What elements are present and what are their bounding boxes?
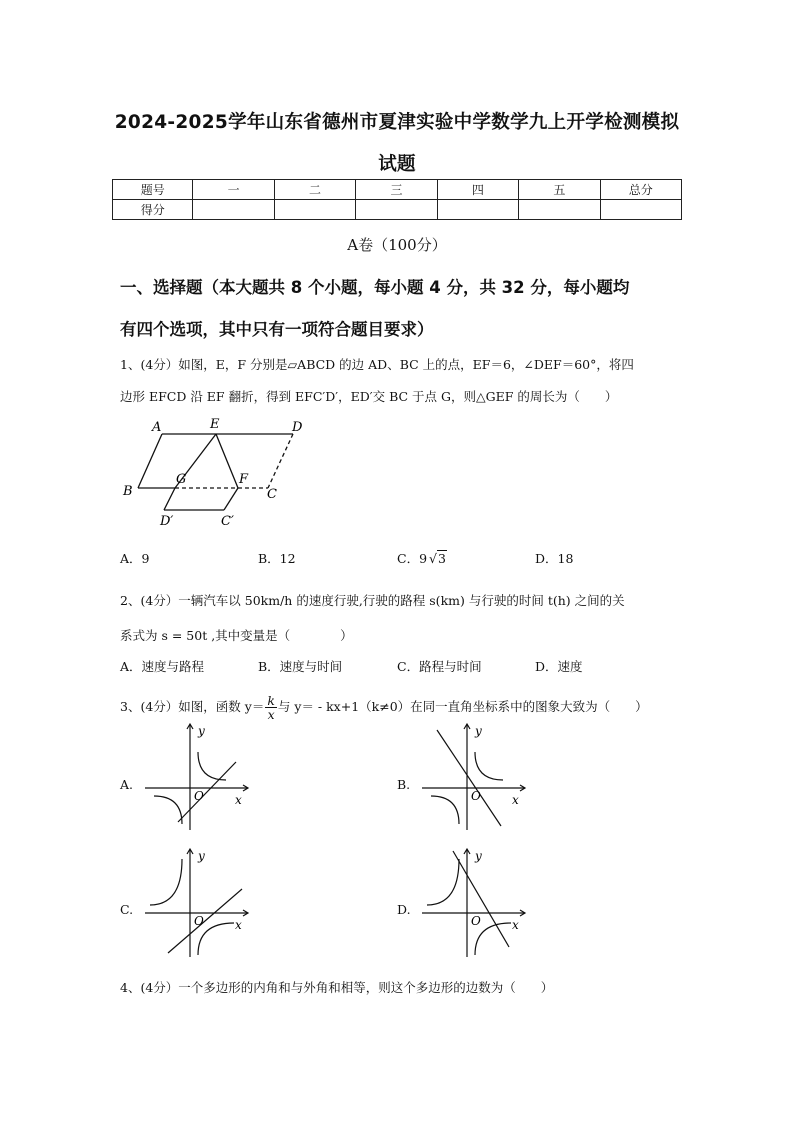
q1-label-f: F bbox=[239, 472, 249, 487]
sqrt-icon: √ bbox=[429, 551, 437, 566]
q3-graph-c-x-label: x bbox=[235, 918, 242, 932]
q2-option-d[interactable]: D．速度 bbox=[535, 659, 583, 674]
q3-option-b-letter[interactable]: B. bbox=[397, 777, 411, 792]
q3-option-c-letter[interactable]: C. bbox=[120, 902, 134, 917]
score-table bbox=[112, 179, 682, 220]
score-header-cell: 二 bbox=[274, 180, 355, 200]
score-cell[interactable] bbox=[437, 200, 518, 220]
q1-option-d[interactable]: D．18 bbox=[535, 551, 574, 566]
score-header-cell: 一 bbox=[193, 180, 274, 200]
q1-label-b: B bbox=[123, 484, 133, 499]
q3-fraction-numerator: k bbox=[267, 693, 275, 708]
q3-text-prefix: 3、(4分）如图，函数 y＝ bbox=[120, 699, 265, 714]
q3-graph-d-x-label: x bbox=[512, 918, 519, 932]
q1-label-d: D bbox=[292, 420, 303, 435]
q1-option-c-label: C．9 bbox=[397, 551, 428, 566]
q3-graph-a-y-label: y bbox=[198, 724, 205, 738]
q1-label-g: G bbox=[176, 472, 187, 487]
q3-graph-d[interactable] bbox=[417, 843, 537, 961]
part1-heading-line2: 有四个选项，其中只有一项符合题目要求） bbox=[120, 320, 434, 339]
q3-fraction bbox=[265, 694, 277, 721]
q1-text-line1: 1、(4分）如图，E，F 分别是▱ABCD 的边 AD、BC 上的点，EF＝6，∠DEF＝60°，将四 bbox=[120, 357, 634, 372]
q2-text-line1: 2、(4分）一辆汽车以 50km/h 的速度行驶,行驶的路程 s(km) 与行驶的时间 t(h) 之间的关 bbox=[120, 593, 625, 608]
q1-option-a[interactable]: A．9 bbox=[120, 551, 150, 566]
page-title: 2024-2025学年山东省德州市夏津实验中学数学九上开学检测模拟 bbox=[114, 112, 680, 133]
score-header-cell: 三 bbox=[356, 180, 437, 200]
q4-text: 4、(4分）一个多边形的内角和与外角和相等，则这个多边形的边数为（ ） bbox=[120, 980, 554, 995]
q2-option-a[interactable]: A．速度与路程 bbox=[120, 659, 205, 674]
q1-label-c-prime: C′ bbox=[221, 514, 234, 529]
q3-graph-c-y-label: y bbox=[198, 849, 205, 863]
score-table-score-row bbox=[113, 200, 682, 220]
q1-text-line2: 边形 EFCD 沿 EF 翻折，得到 EFC′D′，ED′交 BC 于点 G，则△GEF 的周长为（ ） bbox=[120, 389, 618, 404]
score-row-label: 得分 bbox=[113, 200, 193, 220]
q3-graph-b[interactable] bbox=[417, 718, 537, 834]
q1-option-c-radicand: 3 bbox=[438, 551, 446, 566]
score-header-cell: 总分 bbox=[600, 180, 681, 200]
q3-graph-b-origin-label: O bbox=[471, 789, 481, 803]
q3-option-a-letter[interactable]: A. bbox=[120, 777, 134, 792]
q2-text-line2: 系式为 s = 50t ,其中变量是（ ） bbox=[120, 628, 353, 643]
score-cell[interactable] bbox=[193, 200, 274, 220]
q3-graph-a-origin-label: O bbox=[194, 789, 204, 803]
q1-option-b[interactable]: B．12 bbox=[258, 551, 296, 566]
q3-text-suffix: 与 y＝ - kx+1（k≠0）在同一直角坐标系中的图象大致为（ ） bbox=[277, 699, 648, 714]
q1-label-c: C bbox=[267, 487, 277, 502]
q2-option-b[interactable]: B．速度与时间 bbox=[258, 659, 343, 674]
score-cell[interactable] bbox=[600, 200, 681, 220]
q3-graph-d-origin-label: O bbox=[471, 914, 481, 928]
score-cell[interactable] bbox=[519, 200, 600, 220]
score-header-cell: 题号 bbox=[113, 180, 193, 200]
q2-option-c[interactable]: C．路程与时间 bbox=[397, 659, 482, 674]
q1-label-e: E bbox=[210, 417, 220, 432]
score-table-header-row bbox=[113, 180, 682, 200]
q3-graph-c-origin-label: O bbox=[194, 914, 204, 928]
q3-option-d-letter[interactable]: D. bbox=[397, 902, 411, 917]
q1-label-a: A bbox=[152, 420, 162, 435]
q3-fraction-denominator: x bbox=[267, 707, 275, 722]
score-cell[interactable] bbox=[274, 200, 355, 220]
q3-text bbox=[120, 694, 648, 721]
score-header-cell: 四 bbox=[437, 180, 518, 200]
part1-heading-line1: 一、选择题（本大题共 8 个小题，每小题 4 分，共 32 分，每小题均 bbox=[120, 278, 630, 297]
q3-graph-a[interactable] bbox=[140, 718, 260, 834]
q3-graph-b-y-label: y bbox=[475, 724, 482, 738]
q1-option-c[interactable] bbox=[397, 549, 447, 567]
score-header-cell: 五 bbox=[519, 180, 600, 200]
q1-parallelogram-figure bbox=[118, 412, 318, 532]
page-title-line2: 试题 bbox=[378, 154, 416, 175]
score-cell[interactable] bbox=[356, 200, 437, 220]
q3-graph-b-x-label: x bbox=[512, 793, 519, 807]
q3-graph-c[interactable] bbox=[140, 843, 260, 961]
q3-graph-a-x-label: x bbox=[235, 793, 242, 807]
q1-label-d-prime: D′ bbox=[160, 514, 174, 529]
section-a-heading: A卷（100分） bbox=[347, 236, 447, 254]
q3-graph-d-y-label: y bbox=[475, 849, 482, 863]
